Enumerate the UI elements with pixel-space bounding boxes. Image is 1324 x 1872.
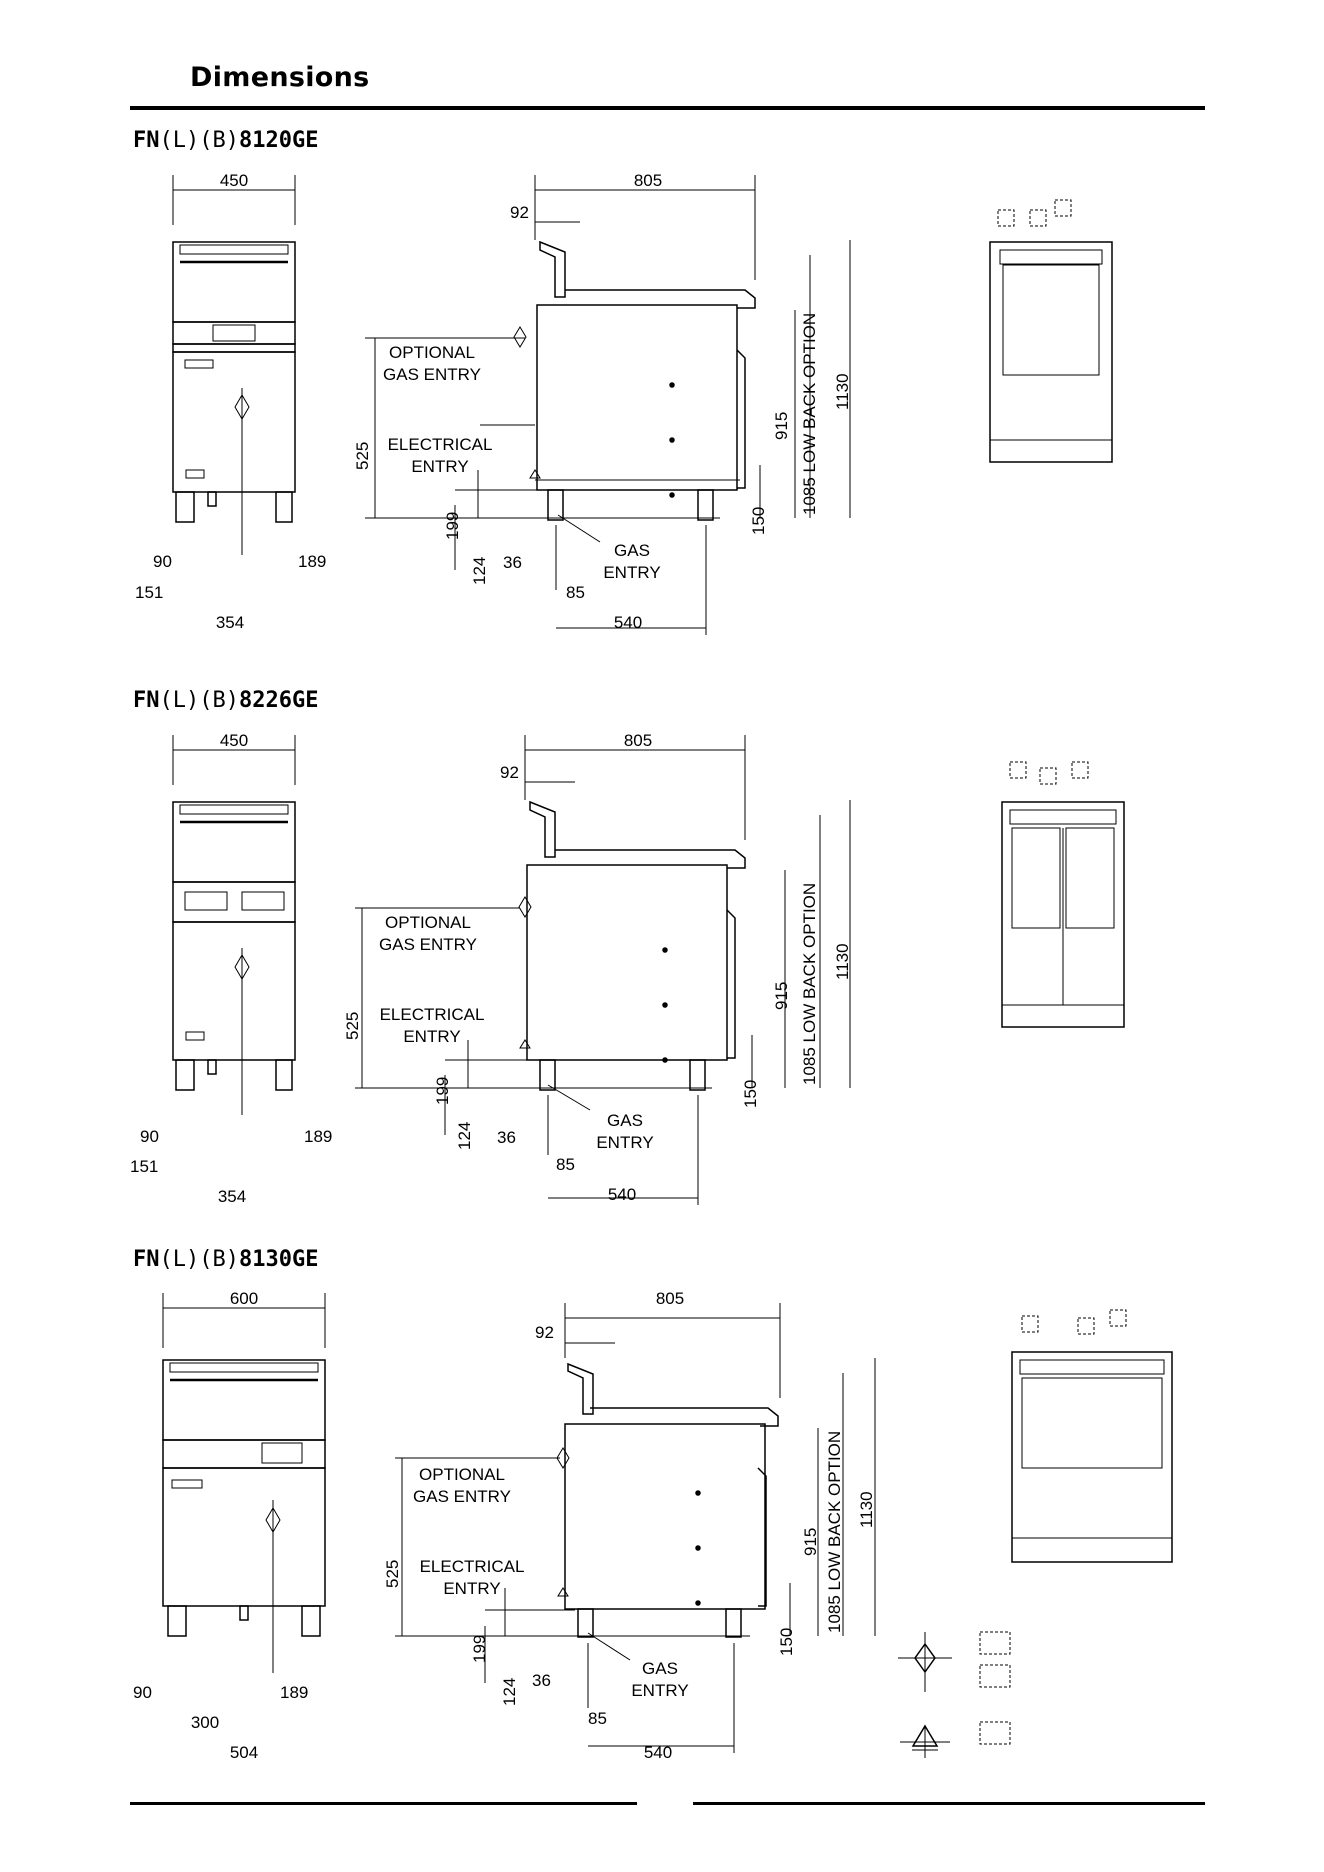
model-prefix: FN xyxy=(133,128,160,153)
dim-elec-height: 199 xyxy=(433,1076,452,1105)
model-number: 8226GE xyxy=(238,688,319,713)
top-view xyxy=(1012,1310,1172,1562)
dim-mid: 151 xyxy=(135,583,164,602)
dim-915: 915 xyxy=(772,411,791,440)
dim-depth: 805 xyxy=(633,171,663,190)
footer-rule-right xyxy=(693,1802,1205,1805)
front-view xyxy=(173,175,295,555)
dim-mid: 151 xyxy=(130,1157,159,1176)
technical-drawing xyxy=(0,170,1324,730)
dim-depth: 805 xyxy=(655,1289,685,1308)
model-options: (L)(B) xyxy=(159,688,239,713)
dim-span: 354 xyxy=(215,613,245,632)
dim-leg-span: 540 xyxy=(613,613,643,632)
drawing-section-8226 xyxy=(0,730,1324,1290)
technical-drawing xyxy=(0,1288,1324,1788)
dim-width: 450 xyxy=(219,731,249,750)
label-optional-1: OPTIONAL xyxy=(419,1465,505,1484)
model-number: 8130GE xyxy=(238,1247,319,1272)
dim-right: 189 xyxy=(304,1127,333,1146)
dim-left: 90 xyxy=(153,552,172,571)
dim-elec-height: 199 xyxy=(470,1634,489,1663)
dim-rear: 92 xyxy=(510,203,529,222)
dim-leg-height: 150 xyxy=(777,1627,796,1656)
label-electrical-2: ENTRY xyxy=(411,457,469,476)
model-title-8226 xyxy=(133,688,318,713)
model-options: (L)(B) xyxy=(159,128,239,153)
legend-symbols xyxy=(890,1630,1050,1760)
top-view xyxy=(990,200,1112,462)
label-gas-1: GAS xyxy=(614,541,650,560)
dim-low-back: 1085 LOW BACK OPTION xyxy=(800,882,819,1085)
label-optional-2: GAS ENTRY xyxy=(379,935,477,954)
dim-gas-depth: 85 xyxy=(566,583,585,602)
dim-total-height: 1130 xyxy=(833,943,852,980)
model-title-8130 xyxy=(133,1247,318,1272)
dim-gas-height: 124 xyxy=(470,556,489,585)
label-gas-2: ENTRY xyxy=(631,1681,689,1700)
front-view xyxy=(163,1293,325,1673)
label-gas-2: ENTRY xyxy=(596,1133,654,1152)
dim-total-height: 1130 xyxy=(857,1491,876,1528)
front-view xyxy=(173,735,295,1115)
model-number: 8120GE xyxy=(238,128,319,153)
dim-span: 504 xyxy=(229,1743,259,1762)
model-title-8120 xyxy=(133,128,318,153)
label-gas-2: ENTRY xyxy=(603,563,661,582)
top-view xyxy=(1002,762,1124,1027)
dim-gas-offset: 36 xyxy=(532,1671,551,1690)
label-gas-1: GAS xyxy=(642,1659,678,1678)
footer-rule-left xyxy=(130,1802,637,1805)
label-gas-1: GAS xyxy=(607,1111,643,1130)
dim-leg-height: 150 xyxy=(741,1079,760,1108)
label-optional-1: OPTIONAL xyxy=(385,913,471,932)
placeholder-box xyxy=(980,1632,1010,1654)
label-electrical-1: ELECTRICAL xyxy=(387,435,493,454)
dim-low-back: 1085 LOW BACK OPTION xyxy=(825,1430,844,1633)
page-title: Dimensions xyxy=(190,62,370,93)
dim-gas-height: 124 xyxy=(455,1121,474,1150)
electrical-entry-symbol-icon xyxy=(900,1725,950,1758)
dim-right: 189 xyxy=(280,1683,309,1702)
dim-leg-span: 540 xyxy=(643,1743,673,1762)
dim-elec-height: 199 xyxy=(443,511,462,540)
gas-entry-symbol-icon xyxy=(898,1632,952,1692)
placeholder-box xyxy=(980,1722,1010,1744)
model-prefix: FN xyxy=(133,688,160,713)
dim-915: 915 xyxy=(801,1527,820,1556)
dim-mid: 300 xyxy=(190,1713,220,1732)
dim-leg-height: 150 xyxy=(749,506,768,535)
dim-915: 915 xyxy=(772,981,791,1010)
dim-span: 354 xyxy=(217,1187,247,1206)
dim-rear: 92 xyxy=(535,1323,554,1342)
dim-gas-offset: 36 xyxy=(497,1128,516,1147)
label-electrical-1: ELECTRICAL xyxy=(419,1557,525,1576)
model-prefix: FN xyxy=(133,1247,160,1272)
dim-gas-height: 124 xyxy=(500,1677,519,1706)
placeholder-box xyxy=(980,1665,1010,1687)
model-options: (L)(B) xyxy=(159,1247,239,1272)
label-optional-1: OPTIONAL xyxy=(389,343,475,362)
dim-gas-offset: 36 xyxy=(503,553,522,572)
dim-width: 600 xyxy=(229,1289,259,1308)
dim-left: 90 xyxy=(140,1127,159,1146)
label-electrical-1: ELECTRICAL xyxy=(379,1005,485,1024)
dim-total-height: 1130 xyxy=(833,373,852,410)
dim-right: 189 xyxy=(298,552,327,571)
dim-entry-height: 525 xyxy=(353,441,372,470)
label-electrical-2: ENTRY xyxy=(443,1579,501,1598)
technical-drawing xyxy=(0,730,1324,1290)
label-optional-2: GAS ENTRY xyxy=(413,1487,511,1506)
dim-width: 450 xyxy=(219,171,249,190)
dim-rear: 92 xyxy=(500,763,519,782)
label-optional-2: GAS ENTRY xyxy=(383,365,481,384)
drawing-section-8120 xyxy=(0,170,1324,730)
drawing-section-8130 xyxy=(0,1288,1324,1848)
symbol-legend xyxy=(890,1630,1050,1760)
label-electrical-2: ENTRY xyxy=(403,1027,461,1046)
dim-leg-span: 540 xyxy=(607,1185,637,1204)
title-rule xyxy=(130,106,1205,110)
dim-left: 90 xyxy=(133,1683,152,1702)
dim-depth: 805 xyxy=(623,731,653,750)
dim-gas-depth: 85 xyxy=(588,1709,607,1728)
dim-entry-height: 525 xyxy=(383,1559,402,1588)
dim-gas-depth: 85 xyxy=(556,1155,575,1174)
dim-entry-height: 525 xyxy=(343,1011,362,1040)
dim-low-back: 1085 LOW BACK OPTION xyxy=(800,312,819,515)
